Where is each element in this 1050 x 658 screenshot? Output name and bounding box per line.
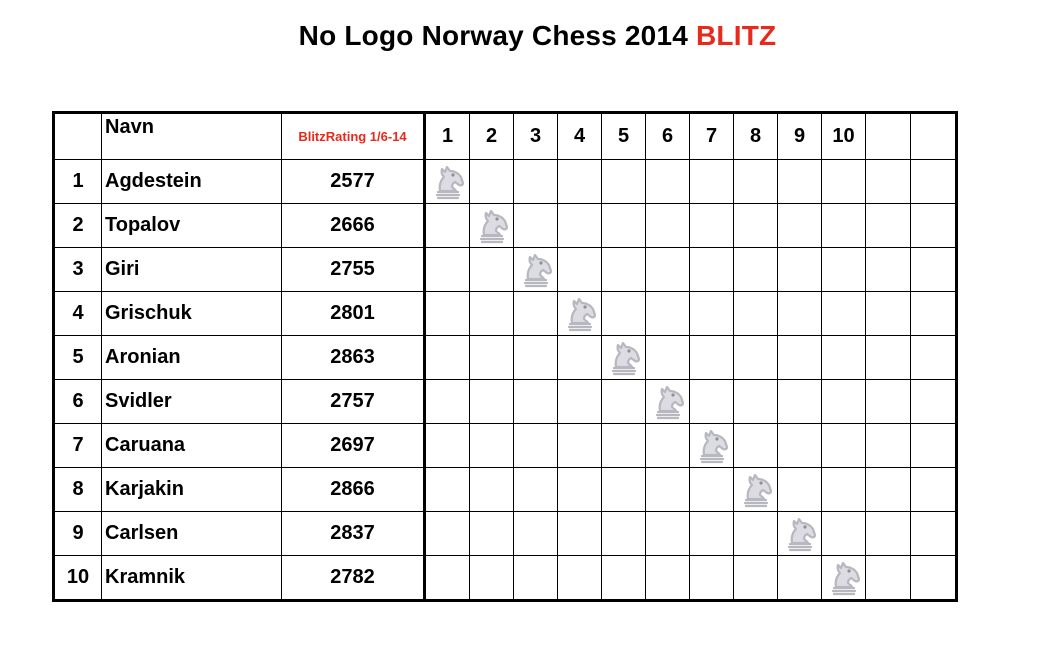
result-cell xyxy=(778,336,822,380)
result-cell xyxy=(734,512,778,556)
result-cell xyxy=(470,292,514,336)
table-row xyxy=(54,556,957,601)
header-round-8: 8 xyxy=(734,113,778,160)
result-cell xyxy=(558,248,602,292)
result-cell xyxy=(822,248,866,292)
table-row xyxy=(54,248,957,292)
result-cell xyxy=(690,248,734,292)
header-round-3: 3 xyxy=(514,113,558,160)
player-number: 5 xyxy=(54,336,102,380)
table-row xyxy=(54,336,957,380)
result-cell xyxy=(470,248,514,292)
result-cell xyxy=(778,248,822,292)
result-cell xyxy=(470,512,514,556)
result-cell xyxy=(734,424,778,468)
result-cell xyxy=(690,556,734,601)
result-cell xyxy=(425,204,470,248)
result-cell xyxy=(734,556,778,601)
knight-icon xyxy=(822,557,865,599)
extra-cell xyxy=(866,292,911,336)
result-cell xyxy=(470,468,514,512)
result-cell xyxy=(690,380,734,424)
result-cell xyxy=(690,292,734,336)
result-cell xyxy=(514,160,558,204)
result-cell xyxy=(470,556,514,601)
diagonal-cell xyxy=(778,512,822,556)
player-name: Aronian xyxy=(102,336,282,380)
result-cell xyxy=(514,336,558,380)
player-name: Caruana xyxy=(102,424,282,468)
extra-cell xyxy=(911,512,957,556)
result-cell xyxy=(425,336,470,380)
player-name: Topalov xyxy=(102,204,282,248)
player-rating: 2577 xyxy=(282,160,425,204)
header-row xyxy=(54,113,957,160)
diagonal-cell xyxy=(602,336,646,380)
result-cell xyxy=(425,380,470,424)
title-main: No Logo Norway Chess 2014 xyxy=(298,20,689,51)
diagonal-cell xyxy=(514,248,558,292)
result-cell xyxy=(646,556,690,601)
result-cell xyxy=(822,204,866,248)
extra-cell xyxy=(866,556,911,601)
diagonal-cell xyxy=(690,424,734,468)
result-cell xyxy=(470,380,514,424)
result-cell xyxy=(734,160,778,204)
knight-icon xyxy=(734,469,777,511)
cross-table xyxy=(52,111,958,602)
player-name: Kramnik xyxy=(102,556,282,601)
player-rating: 2697 xyxy=(282,424,425,468)
result-cell xyxy=(558,380,602,424)
extra-cell xyxy=(866,160,911,204)
player-name: Karjakin xyxy=(102,468,282,512)
table-row xyxy=(54,160,957,204)
result-cell xyxy=(602,512,646,556)
diagonal-cell xyxy=(470,204,514,248)
extra-cell xyxy=(911,160,957,204)
page-title xyxy=(0,20,1050,52)
result-cell xyxy=(602,292,646,336)
extra-cell xyxy=(911,556,957,601)
result-cell xyxy=(778,468,822,512)
result-cell xyxy=(602,204,646,248)
result-cell xyxy=(470,336,514,380)
result-cell xyxy=(558,336,602,380)
header-round-1: 1 xyxy=(425,113,470,160)
header-round-5: 5 xyxy=(602,113,646,160)
result-cell xyxy=(734,248,778,292)
result-cell xyxy=(425,424,470,468)
header-round-10: 10 xyxy=(822,113,866,160)
extra-cell xyxy=(866,380,911,424)
extra-cell xyxy=(866,424,911,468)
result-cell xyxy=(514,512,558,556)
knight-icon xyxy=(778,513,821,555)
header-extra-cell xyxy=(911,113,957,160)
knight-icon xyxy=(646,381,689,423)
extra-cell xyxy=(911,248,957,292)
result-cell xyxy=(558,512,602,556)
result-cell xyxy=(778,424,822,468)
diagonal-cell xyxy=(734,468,778,512)
table-row xyxy=(54,512,957,556)
result-cell xyxy=(470,424,514,468)
result-cell xyxy=(778,556,822,601)
header-round-2: 2 xyxy=(470,113,514,160)
knight-icon xyxy=(426,161,469,203)
result-cell xyxy=(558,468,602,512)
result-cell xyxy=(558,424,602,468)
extra-cell xyxy=(911,204,957,248)
player-number: 9 xyxy=(54,512,102,556)
header-name-cell: Navn xyxy=(102,113,282,160)
result-cell xyxy=(822,424,866,468)
player-rating: 2863 xyxy=(282,336,425,380)
result-cell xyxy=(646,336,690,380)
result-cell xyxy=(822,336,866,380)
result-cell xyxy=(514,204,558,248)
player-number: 4 xyxy=(54,292,102,336)
result-cell xyxy=(822,468,866,512)
result-cell xyxy=(822,292,866,336)
result-cell xyxy=(646,512,690,556)
result-cell xyxy=(734,380,778,424)
result-cell xyxy=(690,468,734,512)
result-cell xyxy=(558,204,602,248)
player-rating: 2866 xyxy=(282,468,425,512)
result-cell xyxy=(734,292,778,336)
header-round-6: 6 xyxy=(646,113,690,160)
result-cell xyxy=(558,160,602,204)
player-name: Agdestein xyxy=(102,160,282,204)
result-cell xyxy=(778,380,822,424)
diagonal-cell xyxy=(646,380,690,424)
diagonal-cell xyxy=(822,556,866,601)
result-cell xyxy=(822,380,866,424)
result-cell xyxy=(646,424,690,468)
knight-icon xyxy=(558,293,601,335)
result-cell xyxy=(822,512,866,556)
result-cell xyxy=(646,292,690,336)
player-number: 3 xyxy=(54,248,102,292)
extra-cell xyxy=(911,336,957,380)
player-number: 7 xyxy=(54,424,102,468)
player-rating: 2782 xyxy=(282,556,425,601)
header-number-cell xyxy=(54,113,102,160)
header-round-7: 7 xyxy=(690,113,734,160)
knight-icon xyxy=(690,425,733,467)
result-cell xyxy=(646,204,690,248)
result-cell xyxy=(514,292,558,336)
result-cell xyxy=(425,556,470,601)
table-row xyxy=(54,424,957,468)
player-number: 6 xyxy=(54,380,102,424)
table-row xyxy=(54,204,957,248)
player-number: 8 xyxy=(54,468,102,512)
player-rating: 2666 xyxy=(282,204,425,248)
player-rating: 2837 xyxy=(282,512,425,556)
result-cell xyxy=(425,248,470,292)
result-cell xyxy=(778,160,822,204)
header-extra-cell xyxy=(866,113,911,160)
result-cell xyxy=(558,556,602,601)
player-number: 2 xyxy=(54,204,102,248)
player-name: Svidler xyxy=(102,380,282,424)
result-cell xyxy=(514,556,558,601)
result-cell xyxy=(425,292,470,336)
result-cell xyxy=(690,512,734,556)
extra-cell xyxy=(866,204,911,248)
knight-icon xyxy=(470,205,513,247)
header-rating-cell: BlitzRating 1/6-14 xyxy=(282,113,425,160)
extra-cell xyxy=(911,292,957,336)
player-rating: 2757 xyxy=(282,380,425,424)
title-accent: BLITZ xyxy=(696,20,777,51)
result-cell xyxy=(646,468,690,512)
player-name: Carlsen xyxy=(102,512,282,556)
result-cell xyxy=(778,292,822,336)
header-round-9: 9 xyxy=(778,113,822,160)
extra-cell xyxy=(866,248,911,292)
result-cell xyxy=(602,248,646,292)
result-cell xyxy=(514,380,558,424)
player-name: Grischuk xyxy=(102,292,282,336)
knight-icon xyxy=(602,337,645,379)
result-cell xyxy=(602,468,646,512)
diagonal-cell xyxy=(558,292,602,336)
result-cell xyxy=(602,556,646,601)
result-cell xyxy=(734,204,778,248)
result-cell xyxy=(470,160,514,204)
result-cell xyxy=(778,204,822,248)
result-cell xyxy=(734,336,778,380)
extra-cell xyxy=(911,424,957,468)
player-rating: 2755 xyxy=(282,248,425,292)
table-row xyxy=(54,380,957,424)
table-row xyxy=(54,468,957,512)
result-cell xyxy=(646,248,690,292)
player-number: 1 xyxy=(54,160,102,204)
extra-cell xyxy=(911,380,957,424)
result-cell xyxy=(425,512,470,556)
table-row xyxy=(54,292,957,336)
diagonal-cell xyxy=(425,160,470,204)
player-name: Giri xyxy=(102,248,282,292)
result-cell xyxy=(646,160,690,204)
extra-cell xyxy=(866,336,911,380)
result-cell xyxy=(690,336,734,380)
result-cell xyxy=(602,380,646,424)
header-round-4: 4 xyxy=(558,113,602,160)
result-cell xyxy=(690,204,734,248)
knight-icon xyxy=(514,249,557,291)
extra-cell xyxy=(866,468,911,512)
result-cell xyxy=(425,468,470,512)
result-cell xyxy=(690,160,734,204)
player-number: 10 xyxy=(54,556,102,601)
extra-cell xyxy=(866,512,911,556)
result-cell xyxy=(514,468,558,512)
player-rating: 2801 xyxy=(282,292,425,336)
result-cell xyxy=(514,424,558,468)
result-cell xyxy=(822,160,866,204)
result-cell xyxy=(602,424,646,468)
extra-cell xyxy=(911,468,957,512)
result-cell xyxy=(602,160,646,204)
